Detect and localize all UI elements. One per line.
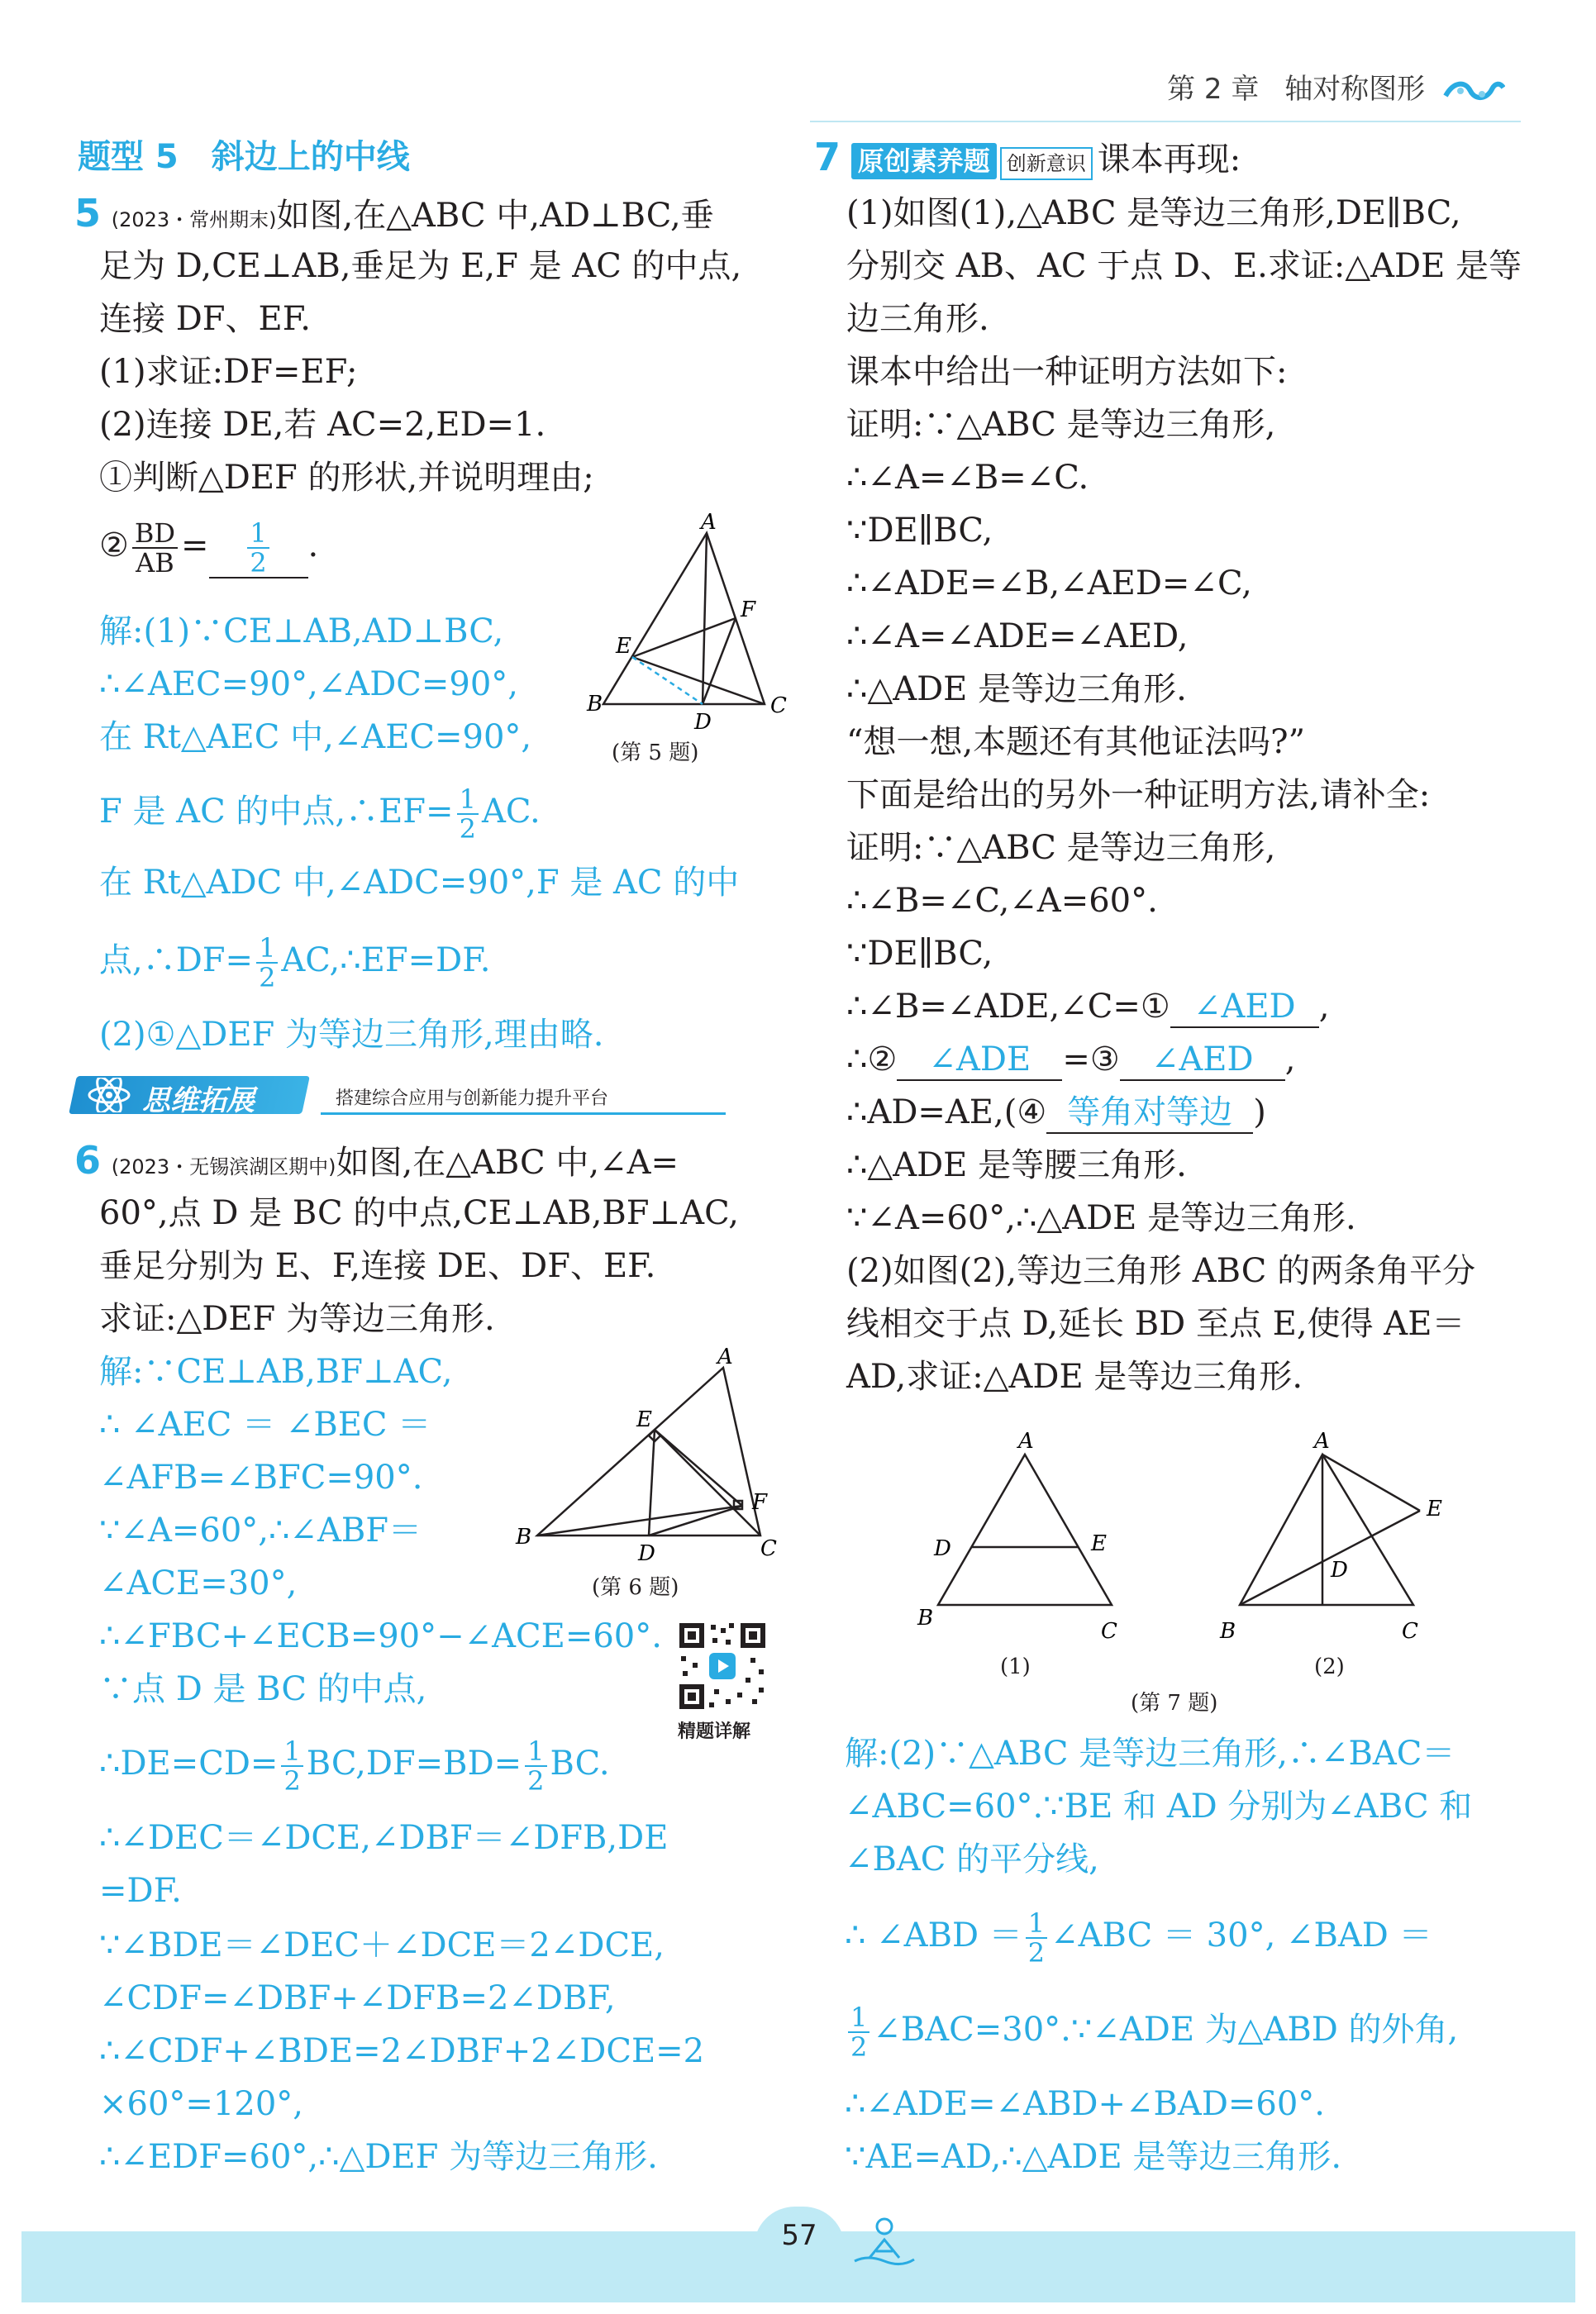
q5-solution-1: 解:(1)∵CE⊥AB,AD⊥BC, bbox=[99, 612, 504, 650]
q5-circle-2: ② bbox=[99, 526, 129, 564]
original-literacy-tag: 原创素养题 bbox=[851, 143, 997, 179]
q6-number: 6 bbox=[74, 1138, 102, 1183]
fig7b-label-e: E bbox=[1427, 1497, 1442, 1521]
fig6-label-f: F bbox=[752, 1490, 768, 1515]
q6-solution-9: ∴∠DEC＝∠DCE,∠DBF＝∠DFB,DE bbox=[99, 1819, 669, 1857]
q7-figure-1 bbox=[909, 1421, 1141, 1645]
q5-line-2: 足为 D,CE⊥AB,垂足为 E,F 是 AC 的中点, bbox=[99, 247, 742, 285]
q6-sol8-a: ∴DE=CD= bbox=[99, 1745, 279, 1783]
q6-sol8-c: BC. bbox=[550, 1745, 610, 1783]
q7-line-6: ∴∠A=∠B=∠C. bbox=[846, 459, 1089, 497]
fig5-label-d: D bbox=[694, 710, 712, 735]
q6-solution-10: =DF. bbox=[99, 1872, 182, 1910]
q7-sol4-frac bbox=[1026, 1909, 1047, 1967]
q7-line-16 bbox=[846, 987, 1329, 1028]
q7-l16-a: ∴∠B=∠ADE,∠C=① bbox=[846, 988, 1170, 1026]
fig6-label-b: B bbox=[516, 1525, 532, 1550]
frac-den: 2 bbox=[259, 962, 276, 993]
q5-line-6: ①判断△DEF 的形状,并说明理由; bbox=[99, 459, 594, 497]
q7-line-19: ∴△ADE 是等腰三角形. bbox=[846, 1146, 1187, 1184]
fig7b-label-a: A bbox=[1314, 1429, 1330, 1454]
q6-solution-14: ×60°=120°, bbox=[99, 2085, 303, 2123]
q5-answer-blank bbox=[209, 519, 308, 578]
fig6-label-a: A bbox=[717, 1347, 733, 1369]
fig7a-label-d: D bbox=[934, 1536, 951, 1561]
frac-num: 1 bbox=[525, 1737, 546, 1767]
q6-solution-6: ∴∠FBC+∠ECB=90°−∠ACE=60°. bbox=[99, 1617, 662, 1655]
q7-sol4-b: ∠ABC ＝ 30°, ∠BAD ＝ bbox=[1051, 1916, 1432, 1955]
q5-sol6-frac bbox=[256, 934, 278, 992]
fig6-label-e: E bbox=[636, 1407, 652, 1432]
fig7b-label-c: C bbox=[1402, 1619, 1418, 1644]
fig7a-label-b: B bbox=[917, 1606, 934, 1631]
q7-line-7: ∵DE∥BC, bbox=[846, 512, 993, 550]
wave-logo-icon bbox=[1442, 74, 1505, 107]
fig7b-label-b: B bbox=[1220, 1619, 1236, 1644]
q7-sol5-b: ∠BAC=30°.∵∠ADE 为△ABD 的外角, bbox=[873, 2011, 1459, 2049]
q7-solution-1: 解:(2)∵△ABC 是等边三角形,∴∠BAC＝ bbox=[845, 1735, 1455, 1773]
q5-text-1: 如图,在△ABC 中,AD⊥BC,垂 bbox=[276, 197, 714, 235]
frac-num: 1 bbox=[1026, 1909, 1047, 1939]
q7-solution-5 bbox=[845, 2003, 1458, 2061]
q7-solution-2: ∠ABC=60°.∵BE 和 AD 分别为∠ABC 和 bbox=[845, 1788, 1473, 1826]
fig5-label-c: C bbox=[770, 693, 787, 718]
q7-l17-c: , bbox=[1284, 1040, 1296, 1078]
q6-solution-13: ∴∠CDF+∠BDE=2∠DBF+2∠DCE=2 bbox=[99, 2032, 705, 2070]
q7-figure-caption: (第 7 题) bbox=[1131, 1691, 1218, 1716]
q5-eq: = bbox=[181, 526, 209, 564]
fig5-label-e: E bbox=[616, 634, 631, 659]
q6-solution-8 bbox=[99, 1737, 610, 1795]
q7-figure-1-caption: (1) bbox=[1000, 1655, 1031, 1679]
frac-den: 2 bbox=[250, 547, 267, 578]
q6-line-2: 60°,点 D 是 BC 的中点,CE⊥AB,BF⊥AC, bbox=[99, 1194, 739, 1232]
q6-line-3: 垂足分别为 E、F,连接 DE、DF、EF. bbox=[99, 1247, 656, 1285]
q5-line-3: 连接 DF、EF. bbox=[99, 300, 311, 338]
atom-icon bbox=[84, 1078, 134, 1112]
q5-solution-7: (2)①△DEF 为等边三角形,理由略. bbox=[99, 1016, 604, 1054]
q7-line-12: 下面是给出的另外一种证明方法,请补全: bbox=[846, 776, 1431, 814]
q7-l18-b: ) bbox=[1253, 1093, 1266, 1131]
q6-figure bbox=[512, 1347, 785, 1562]
q7-solution-4 bbox=[845, 1909, 1432, 1967]
q7-line-1: (1)如图(1),△ABC 是等边三角形,DE∥BC, bbox=[846, 194, 1461, 232]
q5-line-7 bbox=[99, 519, 318, 578]
q5-number: 5 bbox=[74, 191, 102, 236]
q6-solution-11: ∵∠BDE＝∠DEC＋∠DCE＝2∠DCE, bbox=[99, 1926, 665, 1964]
q6-solution-12: ∠CDF=∠DBF+∠DFB=2∠DBF, bbox=[99, 1979, 616, 2017]
fig7b-label-d: D bbox=[1331, 1558, 1348, 1583]
q7-line-2: 分别交 AB、AC 于点 D、E.求证:△ADE 是等 bbox=[846, 247, 1522, 285]
q7-line-3: 边三角形. bbox=[846, 300, 989, 338]
q7-number: 7 bbox=[814, 135, 841, 179]
chapter-number: 第 2 章 bbox=[1167, 73, 1260, 106]
q5-source: (2023・常州期末) bbox=[111, 208, 277, 231]
q5-fraction bbox=[132, 519, 178, 577]
frac-den: 2 bbox=[850, 2031, 868, 2063]
q6-solution-2: ∴ ∠AEC ＝ ∠BEC ＝ bbox=[99, 1406, 431, 1444]
q7-line-23: AD,求证:△ADE 是等边三角形. bbox=[846, 1358, 1303, 1396]
q6-solution-5: ∠ACE=30°, bbox=[99, 1564, 298, 1602]
q7-line-18 bbox=[846, 1093, 1266, 1134]
reading-child-icon bbox=[851, 2215, 917, 2266]
q7-solution-3: ∠BAC 的平分线, bbox=[845, 1840, 1099, 1878]
fig7a-label-a: A bbox=[1018, 1429, 1034, 1454]
q7-solution-6: ∴∠ADE=∠ABD+∠BAD=60°. bbox=[845, 2085, 1326, 2123]
chapter-title: 轴对称图形 bbox=[1284, 73, 1426, 106]
q7-line-5: 证明:∵△ABC 是等边三角形, bbox=[846, 406, 1276, 444]
q7-figure-2-caption: (2) bbox=[1314, 1655, 1345, 1679]
fig6-label-c: C bbox=[760, 1536, 777, 1561]
header-rule bbox=[810, 121, 1521, 122]
frac-den: 2 bbox=[283, 1765, 301, 1797]
answer-blank-1: ∠AED bbox=[1170, 987, 1319, 1028]
frac-num: 1 bbox=[247, 519, 269, 549]
banner-title: 思维拓展 bbox=[142, 1084, 255, 1117]
q7-line-21: (2)如图(2),等边三角形 ABC 的两条角平分 bbox=[846, 1252, 1476, 1290]
q5-sol4-a: F 是 AC 的中点,∴EF= bbox=[99, 793, 454, 831]
q7-title-line bbox=[814, 137, 1241, 180]
q5-solution-5: 在 Rt△ADC 中,∠ADC=90°,F 是 AC 的中 bbox=[99, 864, 740, 902]
q7-line-11: “想一想,本题还有其他证法吗?” bbox=[846, 723, 1306, 761]
section-title: 题型 5 斜边上的中线 bbox=[78, 138, 410, 176]
q7-line-4: 课本中给出一种证明方法如下: bbox=[846, 353, 1288, 391]
q5-sol6-b: AC,∴EF=DF. bbox=[281, 941, 491, 979]
running-header bbox=[1167, 66, 1505, 107]
q6-solution-7: ∵点 D 是 BC 的中点, bbox=[99, 1670, 427, 1708]
q7-l17-a: ∴② bbox=[846, 1040, 898, 1078]
qr-caption: 精题详解 bbox=[678, 1721, 751, 1742]
q6-sol8-frac2 bbox=[525, 1737, 546, 1795]
q7-line-10: ∴△ADE 是等边三角形. bbox=[846, 670, 1187, 708]
page-number: 57 bbox=[754, 2207, 845, 2258]
fig5-label-f: F bbox=[741, 598, 756, 622]
q5-figure-caption: (第 5 题) bbox=[612, 740, 699, 765]
frac-num: 1 bbox=[457, 785, 479, 815]
innovation-tag: 创新意识 bbox=[1000, 147, 1093, 180]
frac-den: 2 bbox=[527, 1765, 545, 1797]
q6-source: (2023・无锡滨湖区期中) bbox=[111, 1155, 336, 1178]
frac-num: 1 bbox=[256, 934, 278, 964]
banner-rule bbox=[321, 1112, 726, 1115]
q6-text-1: 如图,在△ABC 中,∠A= bbox=[336, 1144, 679, 1182]
q7-line-22: 线相交于点 D,延长 BD 至点 E,使得 AE＝ bbox=[846, 1305, 1465, 1343]
q6-solution-4: ∵∠A=60°,∴∠ABF＝ bbox=[99, 1512, 422, 1550]
fig7a-label-e: E bbox=[1091, 1531, 1107, 1556]
qr-code-icon[interactable] bbox=[676, 1620, 769, 1712]
q5-solution-3: 在 Rt△AEC 中,∠AEC=90°, bbox=[99, 718, 532, 756]
q5-figure bbox=[579, 512, 793, 752]
q6-figure-caption: (第 6 题) bbox=[592, 1575, 679, 1600]
answer-blank-4: 等角对等边 bbox=[1046, 1093, 1253, 1134]
q7-l18-a: ∴AD=AE,(④ bbox=[846, 1093, 1047, 1131]
fig5-label-a: A bbox=[701, 512, 717, 535]
q5-solution-2: ∴∠AEC=90°,∠ADC=90°, bbox=[99, 665, 518, 703]
q7-line-20: ∵∠A=60°,∴△ADE 是等边三角形. bbox=[846, 1199, 1356, 1237]
q6-line-4: 求证:△DEF 为等边三角形. bbox=[99, 1300, 495, 1338]
answer-blank-2: ∠ADE bbox=[897, 1040, 1062, 1081]
q5-line-4: (1)求证:DF=EF; bbox=[99, 353, 358, 391]
frac-num: 1 bbox=[848, 2003, 869, 2033]
fig5-label-b: B bbox=[587, 692, 603, 717]
frac-den: AB bbox=[136, 547, 174, 578]
q5-line-1 bbox=[74, 193, 714, 240]
q5-line-5: (2)连接 DE,若 AC=2,ED=1. bbox=[99, 406, 546, 444]
q7-l16-b: , bbox=[1318, 988, 1330, 1026]
q7-line-17 bbox=[846, 1040, 1295, 1081]
q6-sol8-b: BC,DF=BD= bbox=[306, 1745, 522, 1783]
q7-line-14: ∴∠B=∠C,∠A=60°. bbox=[846, 882, 1158, 920]
q5-solution-6 bbox=[99, 934, 490, 992]
q6-line-1 bbox=[74, 1140, 679, 1187]
frac-den: 2 bbox=[459, 813, 476, 845]
q7-figure-2 bbox=[1207, 1421, 1455, 1645]
q5-period: . bbox=[307, 526, 319, 564]
thinking-extension-banner bbox=[73, 1076, 726, 1117]
q7-solution-7: ∵AE=AD,∴△ADE 是等边三角形. bbox=[845, 2138, 1342, 2176]
banner-subtitle: 搭建综合应用与创新能力提升平台 bbox=[336, 1088, 609, 1109]
frac-den: 2 bbox=[1027, 1937, 1046, 1969]
q5-sol4-b: AC. bbox=[481, 793, 541, 831]
q7-sol4-a: ∴ ∠ABD ＝ bbox=[845, 1916, 1022, 1955]
q5-sol4-frac bbox=[457, 785, 479, 843]
answer-blank-3: ∠AED bbox=[1120, 1040, 1285, 1081]
q7-l17-b: =③ bbox=[1062, 1040, 1120, 1078]
q6-solution-3: ∠AFB=∠BFC=90°. bbox=[99, 1459, 423, 1497]
q6-sol8-frac1 bbox=[281, 1737, 303, 1795]
q7-title: 课本再现: bbox=[1097, 140, 1241, 179]
q7-line-9: ∴∠A=∠ADE=∠AED, bbox=[846, 617, 1189, 655]
q6-solution-1: 解:∵CE⊥AB,BF⊥AC, bbox=[99, 1353, 453, 1391]
q7-line-13: 证明:∵△ABC 是等边三角形, bbox=[846, 829, 1276, 867]
q7-line-8: ∴∠ADE=∠B,∠AED=∠C, bbox=[846, 564, 1252, 602]
q5-solution-4 bbox=[99, 785, 541, 843]
q7-sol5-frac bbox=[848, 2003, 869, 2061]
q5-sol6-a: 点,∴DF= bbox=[99, 941, 254, 979]
q7-line-15: ∵DE∥BC, bbox=[846, 935, 993, 973]
frac-num: BD bbox=[132, 519, 178, 549]
fig7a-label-c: C bbox=[1101, 1619, 1117, 1644]
frac-num: 1 bbox=[281, 1737, 303, 1767]
q6-solution-15: ∴∠EDF=60°,∴△DEF 为等边三角形. bbox=[99, 2138, 658, 2176]
fig6-label-d: D bbox=[638, 1541, 655, 1562]
